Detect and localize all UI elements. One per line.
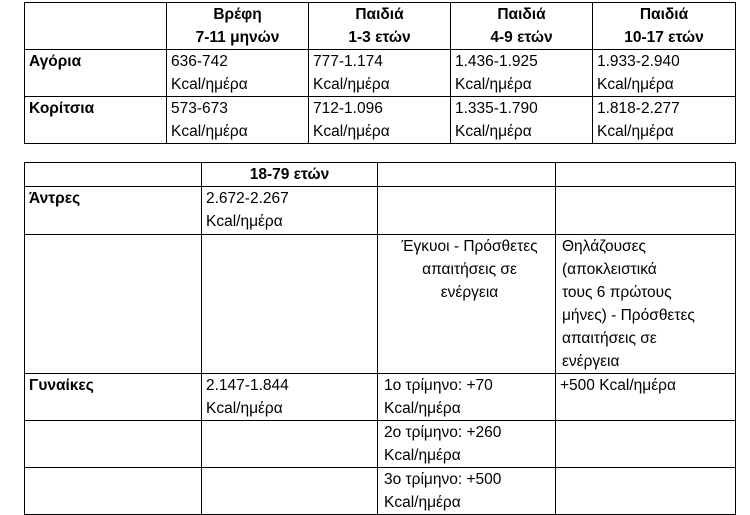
cell-unit: Kcal/ημέρα [455,76,532,93]
cell-value: 2.147-1.844 [206,377,289,394]
table-cell [593,50,736,97]
table-cell [202,421,378,468]
cell-value: 1.335-1.790 [455,100,538,117]
children-energy-table [24,2,736,144]
cell-unit: Kcal/ημέρα [455,123,532,140]
row-label-boys: Αγόρια [25,50,167,97]
table2-header-row [25,163,736,187]
table1-header-row [25,3,736,50]
header-line2: 4-9 ετών [490,29,553,46]
table-cell [202,374,378,421]
header-line1: Παιδιά [639,6,689,23]
table-row [25,421,736,468]
cell-unit: Kcal/ημέρα [206,213,283,230]
cell-value: 573-673 [171,100,228,117]
table-cell [378,468,556,515]
table-cell [556,468,736,515]
row-label-women: Γυναίκες [25,374,202,421]
cell-value: 2.672-2.267 [206,190,289,207]
trimester-text: 2ο τρίμηνο: +260 [384,424,502,441]
table-row [25,468,736,515]
cell-unit: Kcal/ημέρα [313,76,390,93]
cell-unit: Kcal/ημέρα [171,76,248,93]
header-line1: Παιδιά [355,6,404,23]
pregnant-header-line: απαιτήσεις σε [422,261,517,278]
row-label-men: Άντρες [25,187,202,235]
lactating-header-line: (αποκλειστικά [562,261,657,278]
table-cell [378,421,556,468]
cell-unit: Kcal/ημέρα [313,123,390,140]
table-cell [556,187,736,235]
lactating-header-line: Θηλάζουσες [562,238,646,255]
trimester-unit: Kcal/ημέρα [384,494,461,511]
pregnant-header-line: ενέργεια [440,284,499,301]
trimester-text: 3ο τρίμηνο: +500 [384,471,502,488]
pregnant-header-cell [378,235,556,374]
table-row [25,187,736,235]
lactating-header-line: μήνες) - Πρόσθετες [562,307,695,324]
lactating-header-cell [556,235,736,374]
table-row [25,50,736,97]
table-cell [593,97,736,144]
table-cell [167,50,309,97]
table-cell [556,163,736,187]
table-cell [25,421,202,468]
cell-value: 1.933-2.940 [597,53,680,70]
table-cell [202,468,378,515]
cell-value: 1.818-2.277 [597,100,680,117]
table-cell [202,187,378,235]
cell-unit: Kcal/ημέρα [597,123,674,140]
pregnant-header-line: Έγκυοι - Πρόσθετες [401,238,538,255]
header-line2: 7-11 μηνών [195,29,280,46]
table-cell [451,97,593,144]
lactating-header-line: απαιτήσεις σε [562,330,657,347]
header-line1: Βρέφη [213,6,262,23]
table-cell [25,163,202,187]
lactating-header-line: ενέργεια [562,353,620,370]
table-row [25,374,736,421]
row-label-girls: Κορίτσια [25,97,167,144]
table-cell [378,163,556,187]
cell-unit: Kcal/ημέρα [171,123,248,140]
table-cell [451,50,593,97]
adults-energy-table [24,162,736,515]
table-cell [378,187,556,235]
lactating-header-line: τους 6 πρώτους [562,284,672,301]
table-cell [167,97,309,144]
header-line2: 1-3 ετών [348,29,411,46]
header-line1: Παιδιά [497,6,546,23]
table-cell [25,235,202,374]
table1-corner-cell [25,3,167,50]
table-cell [378,374,556,421]
cell-value: 1.436-1.925 [455,53,538,70]
cell-value: 636-742 [171,53,228,70]
trimester-unit: Kcal/ημέρα [384,447,461,464]
cell-unit: Kcal/ημέρα [206,400,283,417]
cell-value: 777-1.174 [313,53,383,70]
table-cell [25,468,202,515]
header-children-1-3 [309,3,451,50]
table-cell [556,421,736,468]
header-line2: 10-17 ετών [624,29,704,46]
cell-unit: Kcal/ημέρα [597,76,674,93]
header-adults-18-79: 18-79 ετών [202,163,378,187]
table-cell [309,50,451,97]
table-cell [309,97,451,144]
lactating-value-cell: +500 Kcal/ημέρα [556,374,736,421]
table-row [25,97,736,144]
table-cell [202,235,378,374]
table-row [25,235,736,374]
header-infants [167,3,309,50]
cell-value: 712-1.096 [313,100,383,117]
header-children-4-9 [451,3,593,50]
trimester-unit: Kcal/ημέρα [384,400,461,417]
trimester-text: 1ο τρίμηνο: +70 [384,377,493,394]
header-children-10-17 [593,3,736,50]
